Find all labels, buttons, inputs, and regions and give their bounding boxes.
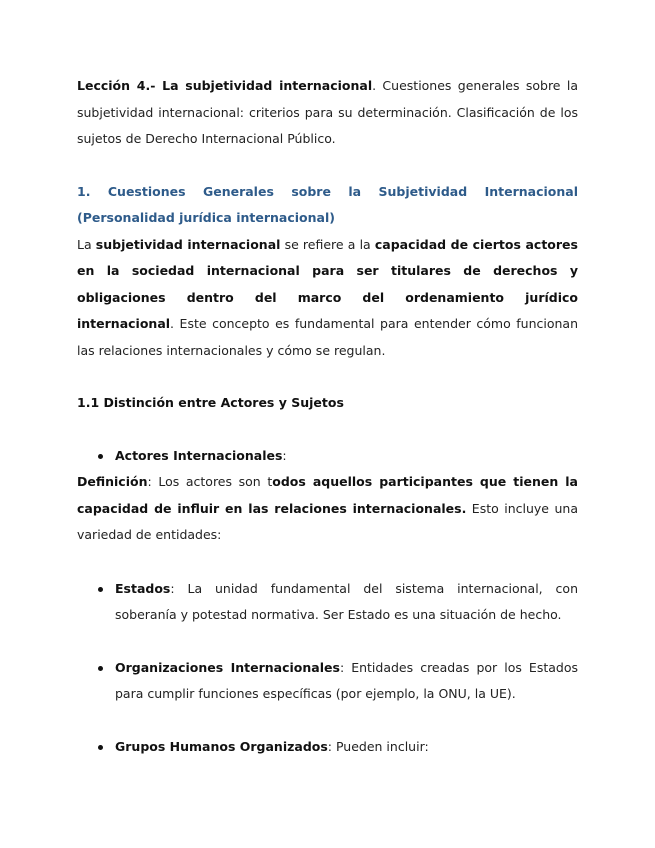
- definition-bold: odos aquellos participantes que tienen la capacidad de influir en las relaciones internacionales.: [77, 474, 578, 516]
- lesson-title: Lección 4.- La subjetividad internacional: [77, 78, 373, 93]
- item-text: : Entidades creadas por los Estados para cumplir funciones específicas (por ejemplo, la ONU, la UE).: [115, 659, 578, 701]
- item-text: : Pueden incluir:: [327, 738, 429, 754]
- bullet-icon: [98, 587, 103, 592]
- section-1-paragraph: [77, 232, 578, 365]
- definition-text-1: : Los actores son t: [147, 474, 273, 489]
- section-1-text-3: . Este concepto es fundamental para entender cómo funcionan las relaciones internacionales y cómo se regulan.: [77, 316, 578, 358]
- section-1-text-2: se refiere a la: [280, 236, 375, 252]
- item-text: : La unidad fundamental del sistema internacional, con soberanía y potestad normativa. Ser Estado es una situación de hecho.: [115, 580, 578, 622]
- definition-paragraph: [77, 469, 578, 549]
- section-1-heading: 1. Cuestiones Generales sobre la Subjetividad Internacional (Personalidad jurídica internacional): [77, 183, 578, 225]
- section-1-1-heading: 1.1 Distinción entre Actores y Sujetos: [77, 395, 344, 410]
- definition-text-2: Esto incluye una variedad de entidades:: [77, 500, 578, 542]
- section-1-text-1: La: [77, 236, 96, 252]
- document-page: [77, 73, 578, 760]
- item-term: Grupos Humanos Organizados: [115, 738, 328, 754]
- section-1-bold-2: capacidad de ciertos actores en la sociedad internacional para ser titulares de derechos y obligaciones dentro del marco del ordenamiento jurídico internacional: [77, 236, 578, 331]
- bullet-icon: [98, 666, 103, 671]
- list-item-actores: [77, 443, 578, 470]
- bullet-icon: [98, 745, 103, 750]
- bullet-icon: [98, 454, 103, 459]
- entities-list: [77, 576, 578, 761]
- lesson-intro-paragraph: [77, 73, 578, 153]
- section-1-bold-1: subjetividad internacional: [95, 236, 281, 252]
- list-item-organizaciones: [77, 655, 578, 708]
- list-item-estados: [77, 576, 578, 629]
- actores-list: [77, 443, 578, 470]
- list-item-grupos: [77, 734, 578, 761]
- definition-label: Definición: [77, 474, 148, 489]
- actores-term: Actores Internacionales: [115, 447, 283, 463]
- lesson-summary: . Cuestiones generales sobre la subjetividad internacional: criterios para su determinación. Clasificación de los sujetos de Derecho Internacional Público.: [77, 78, 578, 146]
- item-term: Estados: [115, 580, 171, 596]
- actores-colon: :: [282, 447, 287, 463]
- item-term: Organizaciones Internacionales: [115, 659, 340, 675]
